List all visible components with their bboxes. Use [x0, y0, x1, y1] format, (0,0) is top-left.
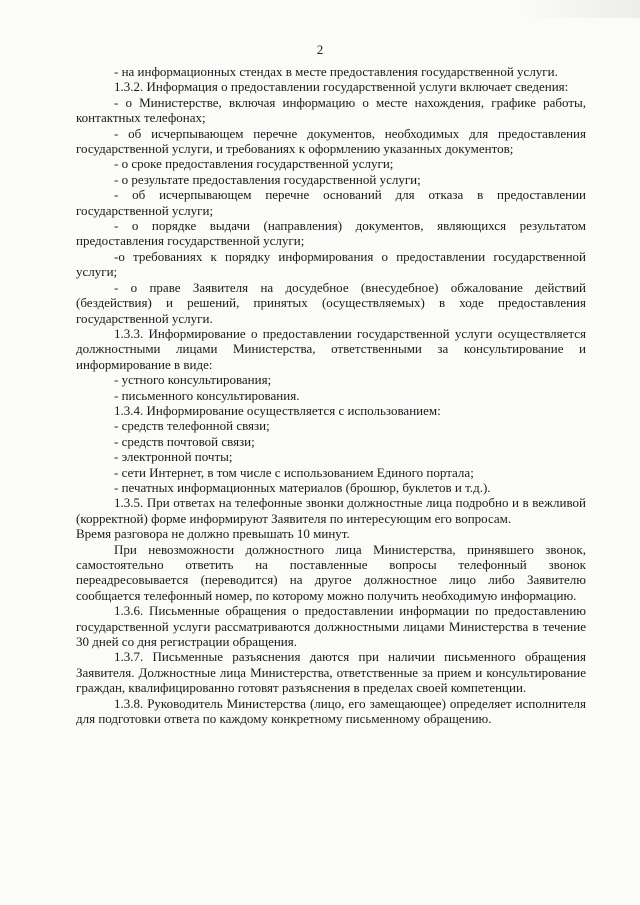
paragraph: - средств почтовой связи;: [114, 433, 255, 449]
paragraph: 1.3.6. Письменные обращения о предоставлении информации по предоставлению государственной услуги рассматриваются должностными лицами Министерства в течение 30 дней со дня регистрации обращения.: [76, 603, 586, 650]
paragraph: 1.3.3. Информирование о предоставлении государственной услуги осуществляется должностными лицами Министерства, ответственными за консультирование и информирование в виде:: [76, 325, 586, 372]
paragraph: - электронной почты;: [114, 449, 233, 465]
paragraph: - печатных информационных материалов (брошюр, буклетов и т.д.).: [114, 479, 491, 495]
paragraph: -о требованиях к порядку информирования о предоставлении государственной услуги;: [76, 248, 586, 280]
paragraph: 1.3.4. Информирование осуществляется с использованием:: [114, 402, 441, 418]
document-body: [76, 64, 586, 726]
paragraph: - устного консультирования;: [114, 372, 272, 388]
paragraph: Время разговора не должно превышать 10 минут.: [76, 526, 350, 542]
paragraph: - на информационных стендах в месте предоставления государственной услуги.: [114, 64, 558, 79]
paragraph: - средств телефонной связи;: [114, 418, 270, 434]
paragraph: - письменного консультирования.: [114, 387, 300, 403]
paragraph: - об исчерпывающем перечне документов, необходимых для предоставления государственной услуги, и требованиях к оформлению указанных документов;: [76, 125, 586, 157]
paragraph: - о праве Заявителя на досудебное (внесудебное) обжалование действий (бездействия) и решений, принятых (осуществляемых) в ходе предоставления государственной услуги.: [76, 279, 586, 326]
paragraph: - о результате предоставления государственной услуги;: [114, 171, 421, 187]
paragraph: - о Министерстве, включая информацию о месте нахождения, графике работы, контактных телефонах;: [76, 94, 586, 126]
paragraph: - о сроке предоставления государственной услуги;: [114, 156, 394, 172]
page-number: 2: [316, 42, 324, 57]
paragraph: При невозможности должностного лица Министерства, принявшего звонок, самостоятельно ответить на поставленные вопросы телефонный звонок переадресовывается (переводится) на другое должностное лицо либо Заявителю сообщается телефонный номер, по которому можно получить необходимую информацию.: [76, 541, 586, 603]
paragraph: - сети Интернет, в том числе с использованием Единого портала;: [114, 464, 474, 480]
paragraph: 1.3.2. Информация о предоставлении государственной услуги включает сведения:: [114, 79, 569, 95]
paragraph: - об исчерпывающем перечне оснований для отказа в предоставлении государственной услуги;: [76, 187, 586, 218]
paragraph: - о порядке выдачи (направления) документов, являющихся результатом предоставления государственной услуги;: [76, 218, 586, 249]
paragraph: 1.3.7. Письменные разъяснения даются при наличии письменного обращения Заявителя. Должностные лица Министерства, ответственные за прием и консультирование граждан, квалифицированно готовят разъяснения в пределах своей компетенции.: [76, 649, 586, 696]
paragraph: 1.3.8. Руководитель Министерства (лицо, его замещающее) определяет исполнителя для подготовки ответа по каждому конкретному письменному обращению.: [76, 695, 586, 727]
paragraph: 1.3.5. При ответах на телефонные звонки должностные лица подробно и в вежливой (корректной) форме информируют Заявителя по интересующим его вопросам.: [76, 495, 586, 526]
scan-artifact: [520, 0, 640, 18]
